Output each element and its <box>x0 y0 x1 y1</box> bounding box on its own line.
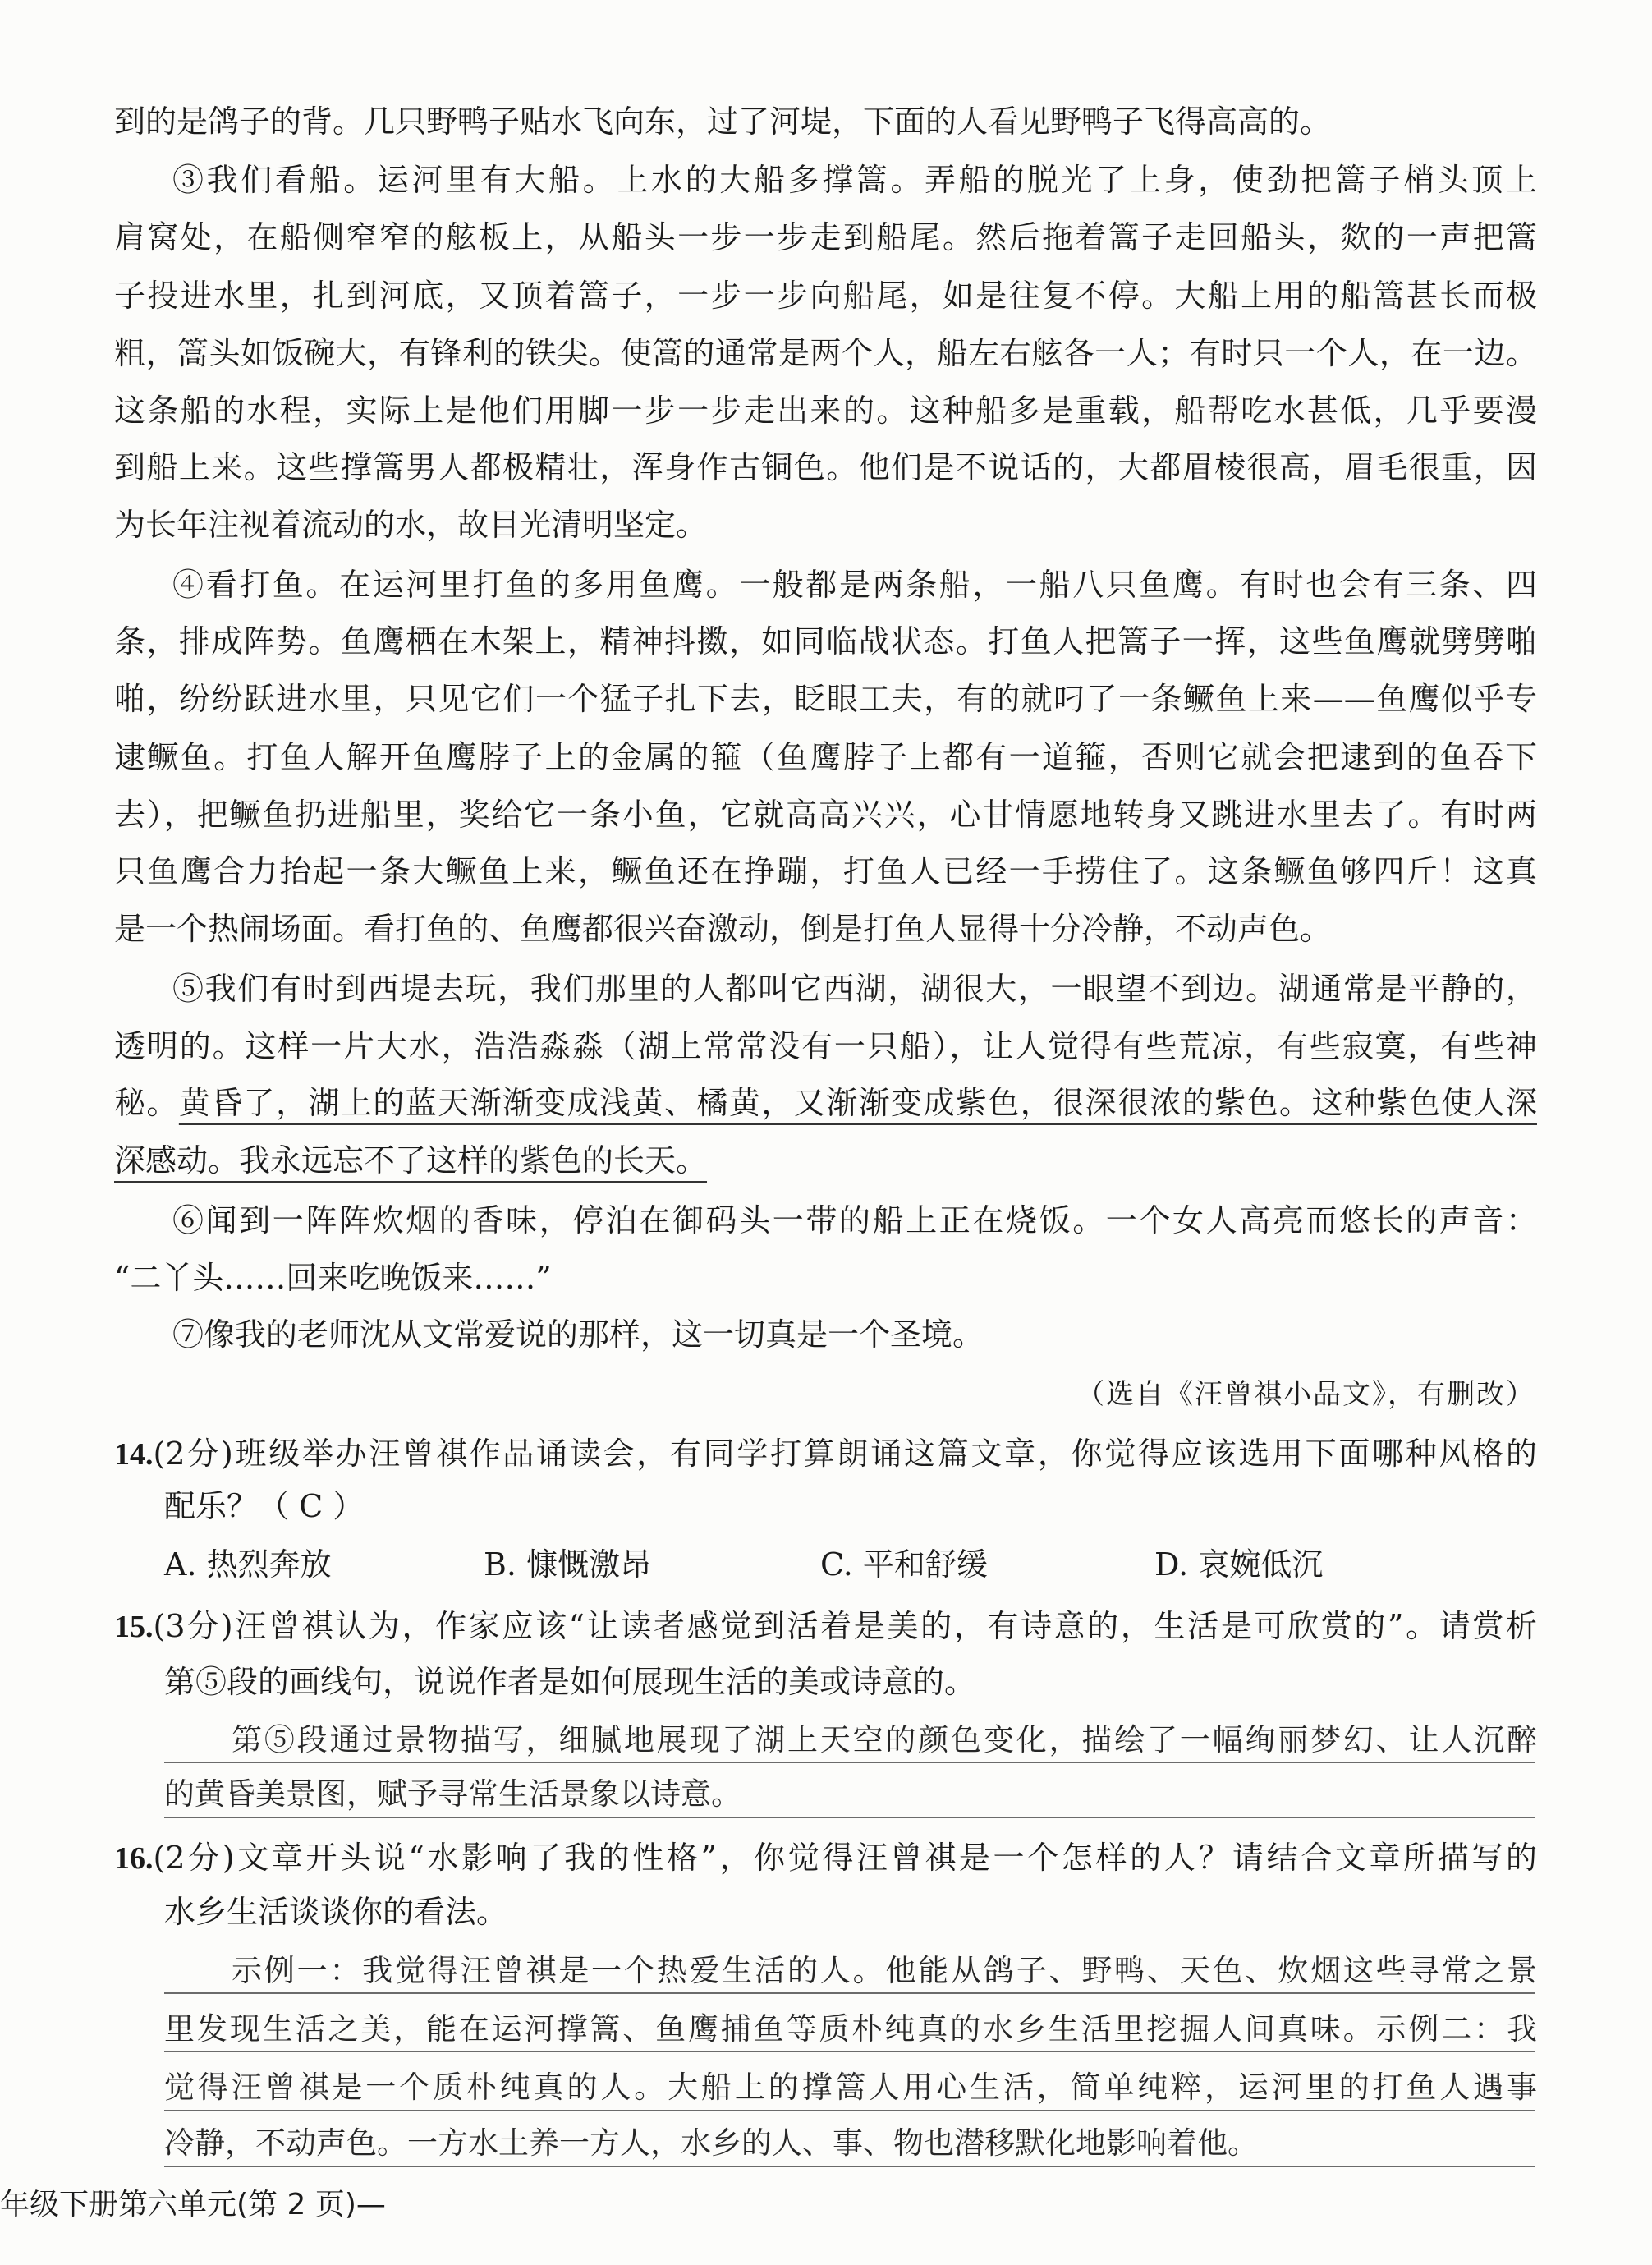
question-16-stem <box>114 1829 1537 1886</box>
answer-line: 冷静，不动声色。一方水土养一方人，水乡的人、事、物也潜移默化地影响着他。 <box>164 2125 1258 2161</box>
question-14-stem <box>114 1425 1537 1482</box>
passage-line: 啪，纷纷跃进水里，只见它们一个猛子扎下去，眨眼工夫，有的就叼了一条鳜鱼上来——鱼鹰似乎专 <box>114 681 1537 717</box>
passage-line: ③我们看船。运河里有大船。上水的大船多撑篙。弄船的脱光了上身，使劲把篙子梢头顶上 <box>172 162 1537 198</box>
passage-line: 这条船的水程，实际上是他们用脚一步一步走出来的。这种船多是重载，船帮吃水甚低，几乎要漫 <box>114 393 1537 429</box>
passage-line: ⑥闻到一阵阵炊烟的香味，停泊在御码头一带的船上正在烧饭。一个女人高亮而悠长的声音： <box>172 1202 1537 1238</box>
passage-line: 是一个热闹场面。看打鱼的、鱼鹰都很兴奋激动，倒是打鱼人显得十分冷静，不动声色。 <box>114 911 1332 947</box>
question-number: 16. <box>114 1841 154 1876</box>
passage-line: ⑦像我的老师沈从文常爱说的那样，这一切真是一个圣境。 <box>172 1316 984 1353</box>
passage-line: 到的是鸽子的背。几只野鸭子贴水飞向东，过了河堤，下面的人看见野鸭子飞得高高的。 <box>114 103 1332 140</box>
passage-line: 肩窝处，在船侧窄窄的舷板上，从船头一步一步走到船尾。然后拖着篙子走回船头，欻的一声把篙 <box>114 219 1537 255</box>
passage-line: 子投进水里，扎到河底，又顶着篙子，一步一步向船尾，如是往复不停。大船上用的船篙甚长而极 <box>114 278 1537 314</box>
question-number: 15. <box>114 1610 154 1644</box>
passage-line: 透明的。这样一片大水，浩浩淼淼（湖上常常没有一只船），让人觉得有些荒凉，有些寂寞，有些神 <box>114 1028 1537 1064</box>
question-text: 班级举办汪曾祺作品诵读会，有同学打算朗诵这篇文章，你觉得应该选用下面哪种风格的 <box>232 1436 1537 1472</box>
option-a: A. 热烈奔放 <box>164 1546 332 1583</box>
option-c: C. 平和舒缓 <box>820 1546 988 1583</box>
passage-line: 只鱼鹰合力抬起一条大鳜鱼上来，鳜鱼还在挣蹦，打鱼人已经一手捞住了。这条鳜鱼够四斤！这真 <box>114 853 1537 889</box>
answer-line: 第⑤段通过景物描写，细腻地展现了湖上天空的颜色变化，描绘了一幅绚丽梦幻、让人沉醉 <box>232 1722 1537 1757</box>
passage-line: “二丫头……回来吃晚饭来……” <box>114 1260 552 1296</box>
question-15-stem <box>114 1597 1537 1655</box>
passage-line: 到船上来。这些撑篙男人都极精壮，浑身作古铜色。他们是不说话的，大都眉棱很高，眉毛很重，因 <box>114 449 1537 485</box>
question-text: 文章开头说“水影响了我的性格”，你觉得汪曾祺是一个怎样的人？请结合文章所描写的 <box>234 1840 1538 1876</box>
passage-line <box>114 1074 1537 1132</box>
passage-line: 逮鳜鱼。打鱼人解开鱼鹰脖子上的金属的箍（鱼鹰脖子上都有一道箍，否则它就会把逮到的鱼吞下 <box>114 739 1537 775</box>
answer-rule <box>164 1992 1535 1994</box>
passage-line: 为长年注视着流动的水，故目光清明坚定。 <box>114 507 708 543</box>
answer-rule <box>164 2166 1535 2167</box>
passage-line: ④看打鱼。在运河里打鱼的多用鱼鹰。一般都是两条船，一船八只鱼鹰。有时也会有三条、四 <box>172 567 1537 603</box>
question-16-stem: 水乡生活谈谈你的看法。 <box>164 1894 508 1930</box>
answer-rule <box>164 1762 1535 1763</box>
answer-line: 里发现生活之美，能在运河撑篙、鱼鹰捕鱼等质朴纯真的水乡生活里挖掘人间真味。示例二：我 <box>164 2011 1537 2047</box>
passage-line: 去），把鳜鱼扔进船里，奖给它一条小鱼，它就高高兴兴，心甘情愿地转身又跳进水里去了。有时两 <box>114 797 1537 833</box>
question-number: 14. <box>114 1437 154 1472</box>
question-15-stem: 第⑤段的画线句，说说作者是如何展现生活的美或诗意的。 <box>164 1664 976 1700</box>
page-footer: 年级下册第六单元(第 2 页)— <box>0 2188 386 2221</box>
question-score: (2分) <box>153 1840 235 1876</box>
answer-line: 示例一：我觉得汪曾祺是一个热爱生活的人。他能从鸽子、野鸭、天色、炊烟这些寻常之景 <box>232 1953 1537 1988</box>
answer-rule <box>164 2051 1535 2052</box>
passage-line: 条，排成阵势。鱼鹰栖在木架上，精神抖擞，如同临战状态。打鱼人把篙子一挥，这些鱼鹰就劈劈啪 <box>114 623 1537 659</box>
passage-text: 秘。 <box>114 1085 179 1121</box>
question-14-stem: 配乐？（ C ） <box>164 1488 365 1524</box>
underlined-sentence: 深感动。我永远忘不了这样的紫色的长天。 <box>114 1142 708 1178</box>
answer-line: 的黄昏美景图，赋予寻常生活景象以诗意。 <box>164 1776 741 1812</box>
question-text: 汪曾祺认为，作家应该“让读者感觉到活着是美的，有诗意的，生活是可欣赏的”。请赏析 <box>232 1608 1538 1644</box>
passage-line: ⑤我们有时到西堤去玩，我们那里的人都叫它西湖，湖很大，一眼望不到边。湖通常是平静的， <box>172 971 1537 1007</box>
answer-line: 觉得汪曾祺是一个质朴纯真的人。大船上的撑篙人用心生活，简单纯粹，运河里的打鱼人遇事 <box>164 2070 1537 2105</box>
passage-line: 粗，篙头如饭碗大，有锋利的铁尖。使篙的通常是两个人，船左右舷各一人；有时只一个人，在一边。 <box>114 335 1537 371</box>
source-citation: （选自《汪曾祺小品文》，有删改） <box>1076 1378 1535 1411</box>
option-b: B. 慷慨激昂 <box>484 1546 652 1583</box>
answer-rule <box>164 2110 1535 2111</box>
question-score: (3分) <box>153 1608 233 1644</box>
passage-line <box>114 1132 1537 1189</box>
question-score: (2分) <box>153 1436 233 1472</box>
option-d: D. 哀婉低沉 <box>1154 1546 1324 1583</box>
answer-rule <box>164 1817 1535 1818</box>
underlined-sentence: 黄昏了，湖上的蓝天渐渐变成浅黄、橘黄，又渐渐变成紫色，很深很浓的紫色。这种紫色使人深 <box>178 1085 1537 1121</box>
